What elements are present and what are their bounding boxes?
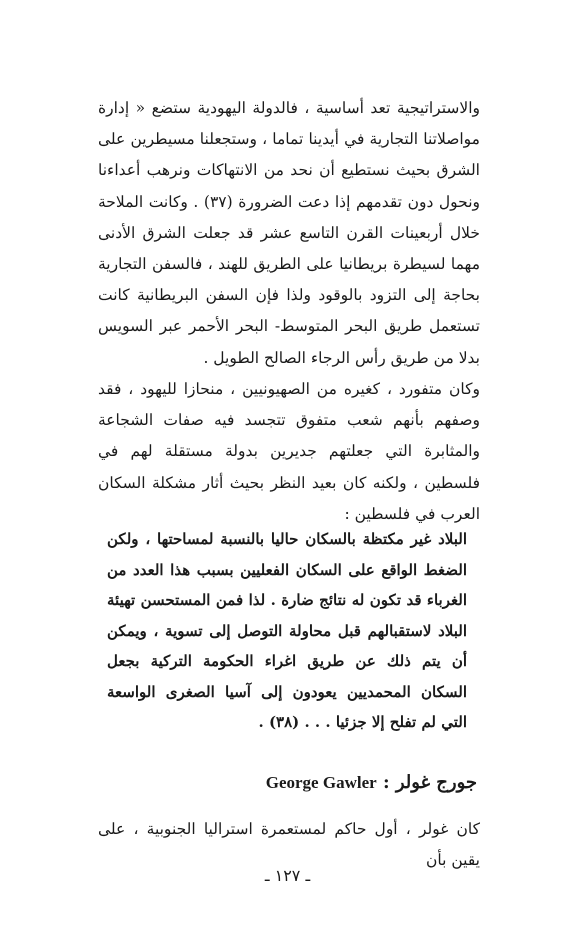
section-heading-latin: George Gawler [265,773,377,792]
section-heading-arabic: جورج غولر : [382,772,477,793]
body-paragraph: كان غولر ، أول حاكم لمستعمرة استراليا الجنوبية ، على يقين بأن [98,820,480,869]
section-heading [266,772,477,793]
body-paragraph: وكان متفورد ، كغيره من الصهيونيين ، منحازا لليهود ، فقد وصفهم بأنهم شعب متفوق تتجسد فيه صفات الشجاعة والمثابرة التي جعلتهم جديرين بدولة مستقلة لهم في فلسطين ، ولكنه كان بعيد النظر بحيث أثار مشكلة السكان العرب في فلسطين : [98,380,480,523]
block-quote: البلاد غير مكتظة بالسكان حاليا بالنسبة لمساحتها ، ولكن الضغط الواقع على السكان الفعليين بسبب هذا العدد من الغرباء قد تكون له نتائج ضارة . لذا فمن المستحسن تهيئة البلاد لاستقبالهم قبل محاولة التوصل إلى تسوية ، ويمكن أن يتم ذلك عن طريق اغراء الحكومة التركية بجعل السكان المحمديين يعودون إلى آسيا الصغرى الواسعة التي لم تفلح إلا جزئيا . . . (٣٨) . [107,530,467,731]
body-paragraph: والاستراتيجية تعد أساسية ، فالدولة اليهودية ستضع « إدارة مواصلاتنا التجارية في أيدينا تماما ، وستجعلنا مسيطرين على الشرق بحيث نستطيع أن نحد من الانتهاكات ونرهب أعداءنا ونحول دون تقدمهم إذا دعت الضرورة (٣٧) . وكانت الملاحة خلال أربعينات القرن التاسع عشر قد جعلت الشرق الأدنى مهما لسيطرة بريطانيا على الطريق للهند ، فالسفن التجارية بحاجة إلى التزود بالوقود ولذا فإن السفن البريطانية كانت تستعمل طريق البحر المتوسط- البحر الأحمر عبر السويس بدلا من طريق رأس الرجاء الصالح الطويل . [98,99,480,367]
page-number: ـ ١٢٧ ـ [264,866,311,885]
